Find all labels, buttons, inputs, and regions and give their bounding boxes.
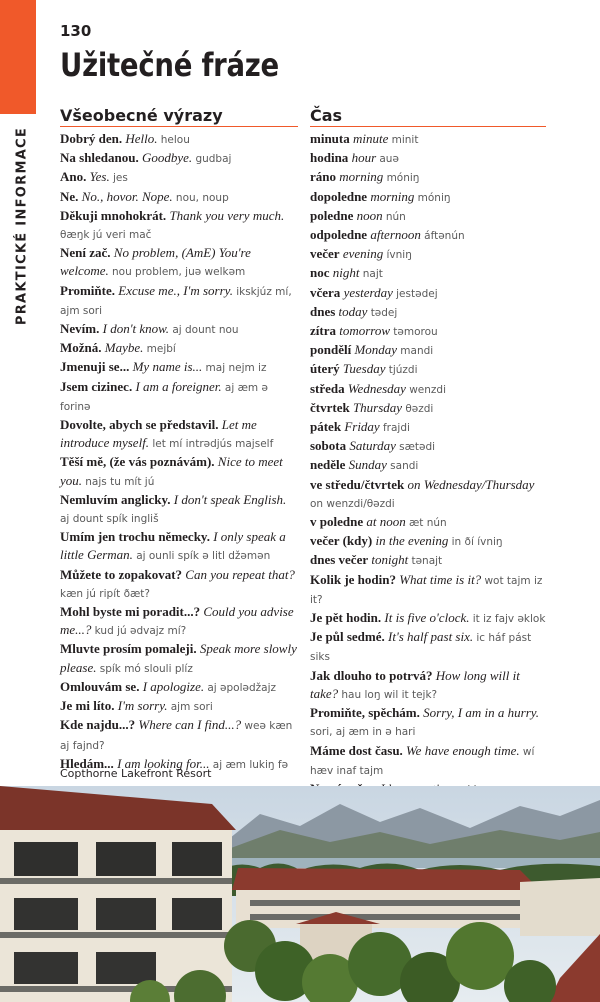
english-translation: Let me introduce myself. [60, 417, 257, 451]
czech-phrase: Omlouvám se. [60, 678, 140, 694]
phrase-entry [60, 130, 298, 149]
czech-phrase: Hledám... [60, 755, 114, 771]
time-phrases-heading: Čas [310, 106, 546, 127]
pronunciation: θæŋk jú veri mač [60, 229, 152, 242]
pronunciation: helou [160, 134, 190, 146]
general-phrases-column [60, 106, 298, 774]
czech-phrase: hodina [310, 150, 349, 166]
pronunciation: nou, noup [175, 191, 229, 204]
phrase-entry [310, 742, 546, 780]
czech-phrase: Jmenuji se... [60, 359, 130, 375]
pronunciation: mejbí [146, 343, 176, 356]
english-translation: noon [356, 207, 383, 223]
english-translation: I only speak a little German. [60, 529, 286, 563]
phrase-entry [60, 149, 298, 168]
pronunciation: maj nejm iz [205, 362, 267, 375]
phrase-entry [310, 418, 546, 437]
czech-phrase: Ne. [60, 188, 79, 204]
phrase-entry [310, 360, 546, 379]
phrase-entry [60, 566, 298, 603]
phrase-entry [310, 551, 546, 570]
english-translation: Saturday [349, 438, 396, 454]
czech-phrase: středa [310, 380, 345, 396]
english-translation: tonight [371, 552, 409, 568]
pronunciation: wenzdi [409, 383, 446, 396]
pronunciation: sandi [390, 460, 419, 473]
phrase-entry [60, 358, 298, 377]
time-phrases-list [310, 130, 546, 818]
english-translation: I don't speak English. [173, 491, 287, 507]
english-translation: I apologize. [142, 678, 205, 694]
english-translation: Monday [354, 342, 398, 358]
phrase-entry [310, 341, 546, 360]
phrase-entry [60, 640, 298, 677]
czech-phrase: dopoledne [310, 188, 368, 204]
english-translation: No problem, (AmE) You're welcome. [60, 245, 251, 279]
phrase-entry [310, 476, 546, 513]
pronunciation: aj ounli spík ə litl džəmən [136, 550, 271, 563]
resort-photo [0, 786, 600, 1002]
phrase-entry [310, 284, 546, 303]
phrase-entry [310, 188, 546, 207]
czech-phrase: ráno [310, 169, 336, 185]
pronunciation: auə [379, 153, 399, 166]
pronunciation: nou problem, juə welkəm [111, 266, 246, 279]
czech-phrase: Těší mě, (že vás poznávám). [60, 454, 215, 470]
phrase-entry [60, 188, 298, 207]
phrase-entry [310, 207, 546, 226]
pronunciation: hau loŋ wil it tejk? [341, 688, 438, 701]
phrase-entry [310, 628, 546, 666]
pronunciation: móniŋ [386, 172, 420, 185]
english-translation: today [338, 303, 368, 319]
phrase-entry [60, 416, 298, 453]
pronunciation: wí hæv inaf tajm [310, 745, 535, 777]
english-translation: in the evening [375, 533, 449, 549]
pronunciation: sætədi [399, 441, 436, 454]
english-translation: How long will it take? [310, 667, 520, 701]
english-translation: morning [370, 188, 415, 204]
czech-phrase: Nemluvím anglicky. [60, 491, 171, 507]
english-translation: Goodbye. [142, 150, 193, 166]
pronunciation: jes [113, 172, 128, 185]
phrase-entry [60, 697, 298, 716]
english-translation: It's half past six. [388, 629, 474, 645]
pronunciation: aj dount spík ingliš [60, 513, 159, 526]
czech-phrase: ve středu/čtvrtek [310, 476, 405, 492]
czech-phrase: Můžete to zopakovat? [60, 566, 183, 582]
english-translation: I am looking for... [117, 755, 210, 771]
pronunciation: tədej [370, 306, 398, 319]
czech-phrase: Není zač. [60, 245, 111, 261]
phrase-entry [60, 244, 298, 281]
pronunciation: mandi [400, 345, 434, 358]
czech-phrase: Promiňte. [60, 282, 115, 298]
czech-phrase: Děkuji mnohokrát. [60, 207, 167, 223]
english-translation: evening [342, 246, 384, 262]
pronunciation: kud jú ədvajz mí? [94, 625, 187, 638]
pronunciation: kæn jú ripít ðæt? [60, 587, 150, 600]
english-translation: night [332, 265, 360, 281]
pronunciation: wot tajm iz it? [310, 574, 543, 606]
czech-phrase: Máme dost času. [310, 742, 403, 758]
english-translation: tomorrow [339, 323, 391, 339]
pronunciation: ajm sori [170, 701, 213, 714]
english-translation: at noon [366, 514, 406, 530]
english-translation: Sunday [348, 457, 387, 473]
phrase-entry [310, 303, 546, 322]
general-phrases-list [60, 130, 298, 774]
phrase-entry [310, 513, 546, 532]
english-translation: Where can I find...? [138, 717, 242, 733]
czech-phrase: Kolik je hodin? [310, 571, 396, 587]
pronunciation: áftənún [424, 230, 465, 243]
pronunciation: spík mó slouli plíz [99, 662, 193, 675]
phrase-entry [60, 282, 298, 320]
phrase-entry [310, 399, 546, 418]
english-translation: Nice to meet you. [60, 454, 283, 488]
czech-phrase: pondělí [310, 342, 352, 358]
phrase-entry [310, 245, 546, 264]
czech-phrase: Dovolte, abych se představil. [60, 417, 219, 433]
pronunciation: ívniŋ [386, 249, 412, 262]
english-translation: Could you advise me...? [60, 604, 294, 638]
phrase-entry [310, 532, 546, 551]
pronunciation: minit [391, 134, 419, 146]
czech-phrase: Ano. [60, 169, 87, 185]
english-translation: Sorry, I am in a hurry. [423, 705, 540, 721]
czech-phrase: večer [310, 246, 340, 262]
czech-phrase: dnes večer [310, 552, 369, 568]
pronunciation: tənajt [411, 555, 443, 568]
czech-phrase: Jsem cizinec. [60, 378, 133, 394]
czech-phrase: Promiňte, spěchám. [310, 705, 420, 721]
czech-phrase: Dobrý den. [60, 131, 123, 146]
pronunciation: in ðí ívniŋ [451, 536, 503, 549]
phrase-entry [60, 378, 298, 416]
english-translation: afternoon [370, 227, 421, 243]
phrase-entry [310, 322, 546, 341]
english-translation: yesterday [343, 284, 393, 300]
pronunciation: najt [362, 268, 383, 281]
phrase-entry [60, 339, 298, 358]
pronunciation: gudbaj [195, 153, 232, 166]
english-translation: morning [339, 169, 384, 185]
czech-phrase: Kde najdu...? [60, 717, 136, 733]
czech-phrase: v poledne [310, 514, 364, 530]
general-phrases-heading: Všeobecné výrazy [60, 106, 298, 127]
phrase-entry [310, 609, 546, 628]
pronunciation: sori, aj æm in ə hari [310, 726, 416, 739]
phrase-entry [310, 571, 546, 609]
phrase-entry [310, 264, 546, 283]
czech-phrase: Mohl byste mi poradit...? [60, 604, 201, 620]
phrase-entry [60, 491, 298, 528]
czech-phrase: odpoledne [310, 227, 368, 243]
phrase-entry [60, 716, 298, 754]
phrase-entry [310, 149, 546, 168]
czech-phrase: noc [310, 265, 330, 281]
english-translation: Excuse me., I'm sorry. [118, 282, 233, 298]
english-translation: I am a foreigner. [135, 378, 222, 394]
pronunciation: frajdi [382, 422, 410, 435]
time-phrases-column [310, 106, 546, 818]
phrase-entry [60, 678, 298, 697]
pronunciation: on wenzdi/θəzdi [310, 497, 395, 510]
czech-phrase: Možná. [60, 340, 102, 356]
english-translation: I'm sorry. [117, 698, 168, 714]
english-translation: hour [351, 150, 377, 166]
phrase-entry [310, 130, 546, 149]
phrase-entry [310, 704, 546, 741]
phrase-entry [60, 168, 298, 187]
english-translation: Wednesday [347, 380, 406, 396]
phrase-entry [310, 667, 546, 704]
czech-phrase: dnes [310, 303, 336, 319]
english-translation: Thursday [352, 399, 403, 415]
english-translation: Hello. [125, 131, 158, 146]
phrase-entry [310, 226, 546, 245]
czech-phrase: Je pět hodin. [310, 610, 382, 626]
phrase-entry [60, 528, 298, 565]
section-label: PRAKTICKÉ INFORMACE [14, 126, 30, 326]
pronunciation: it iz fajv əklok [472, 613, 546, 626]
pronunciation: let mí intrədjús majself [152, 438, 274, 451]
pronunciation: móniŋ [417, 191, 451, 204]
pronunciation: najs tu mít jú [85, 475, 155, 488]
czech-phrase: neděle [310, 457, 346, 473]
english-translation: Speak more slowly please. [60, 641, 297, 675]
english-translation: Thank you very much. [169, 207, 285, 223]
section-tab [0, 0, 36, 114]
czech-phrase: čtvrtek [310, 399, 350, 415]
english-translation: Tuesday [342, 361, 386, 377]
english-translation: No., hovor. Nope. [81, 188, 173, 204]
english-translation: My name is... [132, 359, 203, 375]
page-number: 130 [60, 22, 92, 40]
english-translation: Maybe. [104, 340, 144, 356]
english-translation: minute [352, 131, 389, 146]
czech-phrase: sobota [310, 438, 347, 454]
english-translation: Yes. [89, 169, 110, 185]
phrase-entry [60, 207, 298, 244]
pronunciation: nún [385, 210, 406, 223]
czech-phrase: úterý [310, 361, 340, 377]
czech-phrase: pátek [310, 419, 342, 435]
phrase-entry [310, 380, 546, 399]
pronunciation: aj əpolədžajz [207, 681, 276, 694]
czech-phrase: Nevím. [60, 321, 100, 337]
phrase-entry [60, 320, 298, 339]
czech-phrase: Umím jen trochu německy. [60, 529, 210, 545]
phrase-entry [310, 168, 546, 187]
pronunciation: tjúzdi [388, 364, 418, 377]
pronunciation: ic háf pást siks [310, 632, 532, 664]
czech-phrase: minuta [310, 131, 350, 146]
czech-phrase: Je půl sedmé. [310, 629, 385, 645]
page-title: Užitečné fráze [60, 46, 279, 84]
phrase-entry [310, 456, 546, 475]
pronunciation: aj æm lukiŋ fə [212, 758, 289, 771]
pronunciation: θəzdi [405, 402, 434, 415]
photo-caption: Copthorne Lakefront Resort [60, 767, 212, 780]
pronunciation: aj æm ə forinə [60, 381, 268, 413]
english-translation: I don't know. [102, 321, 170, 337]
phrase-entry [60, 453, 298, 490]
pronunciation: æt nún [408, 517, 447, 530]
english-translation: Can you repeat that? [185, 566, 295, 582]
czech-phrase: poledne [310, 207, 354, 223]
english-translation: What time is it? [399, 571, 482, 587]
pronunciation: ikskjúz mí, ajm sori [60, 285, 292, 317]
czech-phrase: Na shledanou. [60, 150, 139, 166]
english-translation: on Wednesday/Thursday [407, 476, 535, 492]
english-translation: We have enough time. [406, 742, 520, 758]
czech-phrase: včera [310, 284, 341, 300]
english-translation: Friday [344, 419, 380, 435]
czech-phrase: zítra [310, 323, 336, 339]
czech-phrase: Je mi líto. [60, 698, 115, 714]
pronunciation: jestədej [396, 287, 438, 300]
czech-phrase: Mluvte prosím pomaleji. [60, 641, 197, 657]
pronunciation: weə kæn aj fajnd? [60, 720, 293, 752]
phrase-entry [310, 437, 546, 456]
pronunciation: aj dount nou [172, 324, 239, 337]
czech-phrase: večer (kdy) [310, 533, 373, 549]
pronunciation: təmorou [393, 326, 438, 339]
phrase-entry [60, 603, 298, 640]
english-translation: It is five o'clock. [384, 610, 470, 626]
czech-phrase: Jak dlouho to potrvá? [310, 667, 433, 683]
